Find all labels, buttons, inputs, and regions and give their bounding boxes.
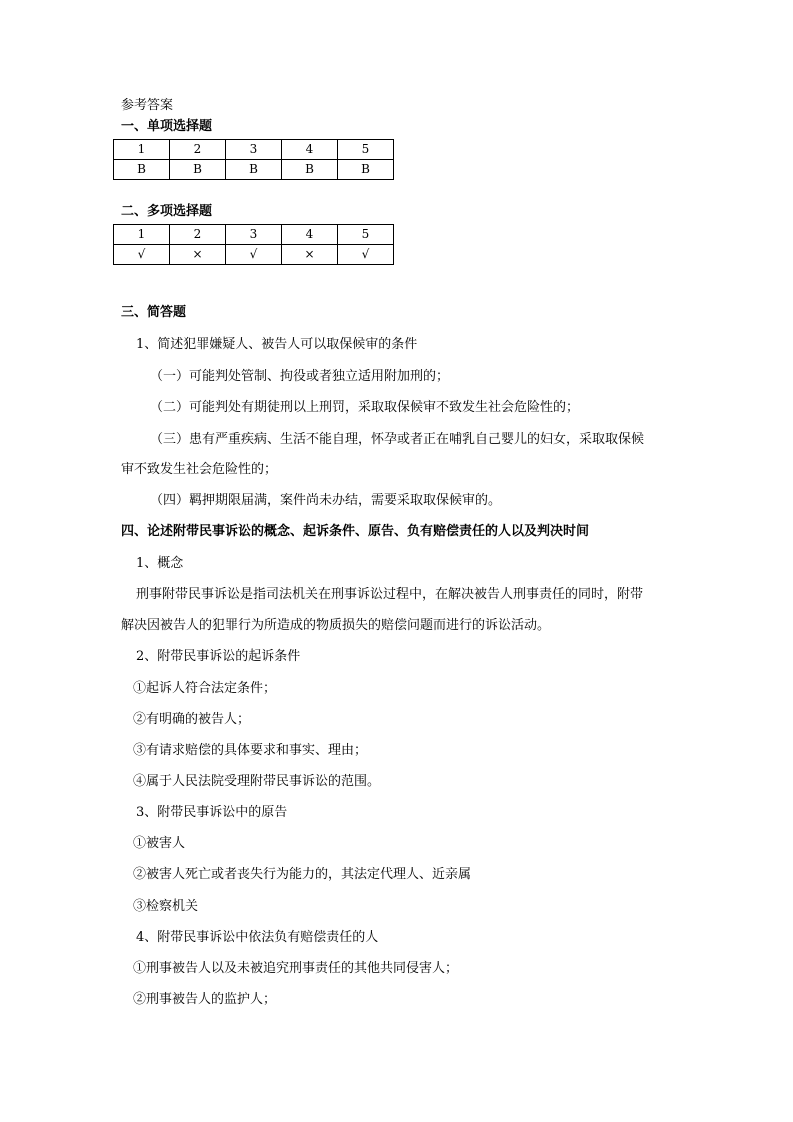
list-item: （二）可能判处有期徒刑以上刑罚，采取取保候审不致发生社会危险性的； (150, 400, 580, 415)
list-item: ③检察机关 (133, 899, 199, 914)
page-heading: 参考答案 (121, 98, 174, 113)
table-header-row (114, 140, 394, 160)
table-cell: √ (338, 245, 394, 265)
list-item: ②被害人死亡或者丧失行为能力的，其法定代理人、近亲属 (133, 867, 472, 882)
list-item: （一）可能判处管制、拘役或者独立适用附加刑的； (150, 369, 450, 384)
concept-text: 解决因被告人的犯罪行为所造成的物质损失的赔偿问题而进行的诉讼活动。 (121, 618, 551, 633)
conditions-heading: 2、附带民事诉讼的起诉条件 (136, 649, 301, 664)
table-cell: 3 (226, 225, 282, 245)
list-item: ①刑事被告人以及未被追究刑事责任的其他共同侵害人； (133, 961, 459, 976)
section3-title: 三、简答题 (121, 305, 187, 320)
table-cell: B (282, 160, 338, 180)
table-cell: 3 (226, 140, 282, 160)
list-item: ④属于人民法院受理附带民事诉讼的范围。 (133, 774, 381, 789)
single-choice-table (113, 139, 394, 180)
section2-title: 二、多项选择题 (121, 204, 213, 219)
table-cell: 4 (282, 140, 338, 160)
table-cell: 2 (170, 140, 226, 160)
liable-heading: 4、附带民事诉讼中依法负有赔偿责任的人 (136, 930, 379, 945)
table-cell: 5 (338, 140, 394, 160)
section1-title: 一、单项选择题 (121, 119, 213, 134)
table-cell: 2 (170, 225, 226, 245)
table-answer-row (114, 160, 394, 180)
table-cell: B (338, 160, 394, 180)
table-header-row (114, 225, 394, 245)
list-item: ②刑事被告人的监护人； (133, 992, 277, 1007)
table-cell: 1 (114, 225, 170, 245)
concept-heading: 1、概念 (136, 556, 184, 571)
plaintiff-heading: 3、附带民事诉讼中的原告 (136, 805, 288, 820)
table-cell: B (226, 160, 282, 180)
list-item: 审不致发生社会危险性的； (121, 462, 278, 477)
table-cell: 5 (338, 225, 394, 245)
concept-text: 刑事附带民事诉讼是指司法机关在刑事诉讼过程中，在解决被告人刑事责任的同时，附带 (136, 587, 644, 602)
list-item: ①被害人 (133, 836, 186, 851)
list-item: （三）患有严重疾病、生活不能自理，怀孕或者正在哺乳自己婴儿的妇女，采取取保候 (150, 432, 645, 447)
table-cell: 4 (282, 225, 338, 245)
table-cell: × (282, 245, 338, 265)
multiple-choice-table (113, 224, 394, 265)
table-cell: 1 (114, 140, 170, 160)
list-item: ③有请求赔偿的具体要求和事实、理由； (133, 743, 368, 758)
table-cell: × (170, 245, 226, 265)
table-cell: √ (114, 245, 170, 265)
table-cell: B (170, 160, 226, 180)
list-item: ②有明确的被告人； (133, 712, 251, 727)
table-cell: B (114, 160, 170, 180)
list-item: （四）羁押期限届满，案件尚未办结，需要采取取保候审的。 (150, 493, 502, 508)
section3-question: 1、简述犯罪嫌疑人、被告人可以取保候审的条件 (136, 337, 418, 352)
table-cell: √ (226, 245, 282, 265)
table-answer-row (114, 245, 394, 265)
list-item: ①起诉人符合法定条件； (133, 681, 277, 696)
section4-title: 四、论述附带民事诉讼的概念、起诉条件、原告、负有赔偿责任的人以及判决时间 (121, 524, 590, 539)
